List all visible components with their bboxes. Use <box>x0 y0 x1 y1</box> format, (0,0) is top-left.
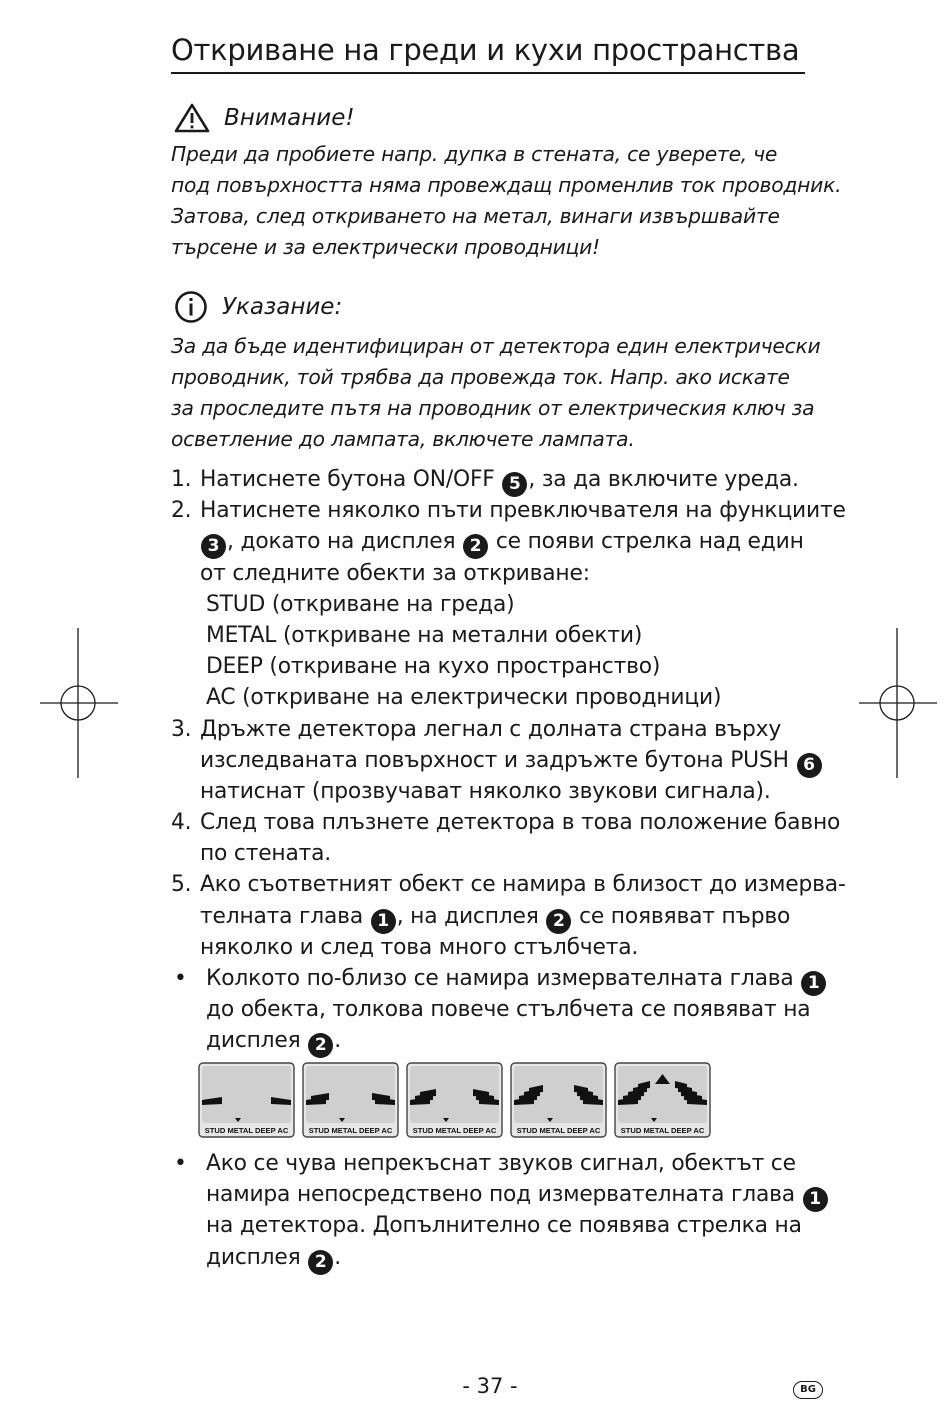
lcd-display-sequence <box>198 1062 711 1138</box>
warning-line: под повърхността няма провеждащ променлив ток проводник. <box>171 173 842 197</box>
part-number-badge: 1 <box>801 971 826 996</box>
part-number-badge: 1 <box>803 1187 828 1212</box>
part-number-badge: 3 <box>201 534 226 559</box>
note-line: За да бъде идентифициран от детектора един електрически <box>171 334 821 358</box>
registration-mark-right-icon <box>857 628 937 778</box>
part-number-badge: 2 <box>546 909 571 934</box>
warning-line: Затова, след откриването на метал, винаги извършвайте <box>171 204 780 228</box>
lcd-screen <box>198 1062 295 1138</box>
bullet-2: • Ако се чува непрекъснат звуков сигнал, обектът се намира непосредствено под измервателната глава 1 на детектора. Допълнително се появява стрелка на дисплея 2 . <box>171 1148 811 1273</box>
lcd-mode-labels: STUD METAL DEEP AC <box>412 1126 497 1135</box>
note-line: за проследите пътя на проводник от електрическия ключ за <box>171 396 815 420</box>
language-badge: BG <box>793 1381 823 1399</box>
lcd-screen <box>510 1062 607 1138</box>
note-text <box>171 331 821 455</box>
part-number-badge: 2 <box>308 1033 333 1058</box>
step-2: 2. Натиснете няколко пъти превключвателя на функциите <box>171 498 846 524</box>
mode-deep: DEEP (откриване на кухо пространство) <box>206 654 661 680</box>
warning-triangle-icon <box>174 103 210 133</box>
note-line: проводник, той трябва да провежда ток. Напр. ако искате <box>171 365 790 389</box>
lcd-mode-labels: STUD METAL DEEP AC <box>204 1126 289 1135</box>
step-5: 5. Ако съответният обект се намира в близост до измерва- <box>171 872 846 898</box>
warning-heading: Внимание! <box>224 105 355 131</box>
note-line: осветление до лампата, включете лампата. <box>171 427 635 451</box>
lcd-screen <box>614 1062 711 1138</box>
step-1: 1. Натиснете бутона ON/OFF 5 , за да включите уреда. <box>171 464 811 495</box>
step-3: 3. Дръжте детектора легнал с долната страна върху <box>171 716 782 742</box>
part-number-badge: 2 <box>308 1250 333 1275</box>
lcd-mode-labels: STUD METAL DEEP AC <box>620 1126 705 1135</box>
mode-metal: METAL (откриване на метални обекти) <box>206 622 643 648</box>
mode-stud: STUD (откриване на греда) <box>206 591 515 617</box>
part-number-badge: 1 <box>371 909 396 934</box>
step-4: 4. След това плъзнете детектора в това положение бавно <box>171 810 841 836</box>
lcd-screen <box>302 1062 399 1138</box>
lcd-screen <box>406 1062 503 1138</box>
info-circle-icon <box>174 290 208 324</box>
lcd-mode-labels: STUD METAL DEEP AC <box>308 1126 393 1135</box>
bullet-1: • Колкото по-близо се намира измервателната глава 1 <box>171 963 811 994</box>
title-underline <box>171 72 805 74</box>
part-number-badge: 5 <box>502 472 527 497</box>
note-heading: Указание: <box>222 294 343 320</box>
part-number-badge: 6 <box>797 753 822 778</box>
warning-heading-row <box>174 101 355 135</box>
part-number-badge: 2 <box>463 534 488 559</box>
registration-mark-left-icon <box>40 628 120 778</box>
warning-line: търсене и за електрически проводници! <box>171 235 600 259</box>
mode-ac: AC (откриване на електрически проводници) <box>206 685 722 711</box>
warning-line: Преди да пробиете напр. дупка в стената, се уверете, че <box>171 142 778 166</box>
instruction-steps: 1. Натиснете бутона ON/OFF 5 , за да включите уреда. 2. Натиснете няколко пъти превключвателя на функциите 3 , докато на дисплея 2 се появи стрелка над един от следните обекти за откриване: STUD (откриване на греда) METAL (откриване на метални обекти) DEEP (откриване на кухо пространство) AC (откриване на електрически проводници) 3. Дръжте детектора легнал с долната страна върху изследваната повърхност и задръжте бутона PUSH 6 натиснат (прозвучават няколко звукови сигнала). 4. След това плъзнете детектора в това положение бавно по стената. 5. Ако съответният обект се намира в близост до измерва- телната глава 1 , на дисплея 2 се появяват първо няколко и след това много стълбчета. • Колкото по-близо се намира измервателната глава 1 до обекта, толкова повече стълбчета се появяват на дисплея 2 . <box>171 464 811 1057</box>
page-title: Откриване на греди и кухи пространства <box>171 33 800 67</box>
note-heading-row <box>174 290 342 324</box>
warning-text <box>171 139 842 263</box>
page-number: - 37 - <box>462 1374 518 1398</box>
lcd-mode-labels: STUD METAL DEEP AC <box>516 1126 601 1135</box>
